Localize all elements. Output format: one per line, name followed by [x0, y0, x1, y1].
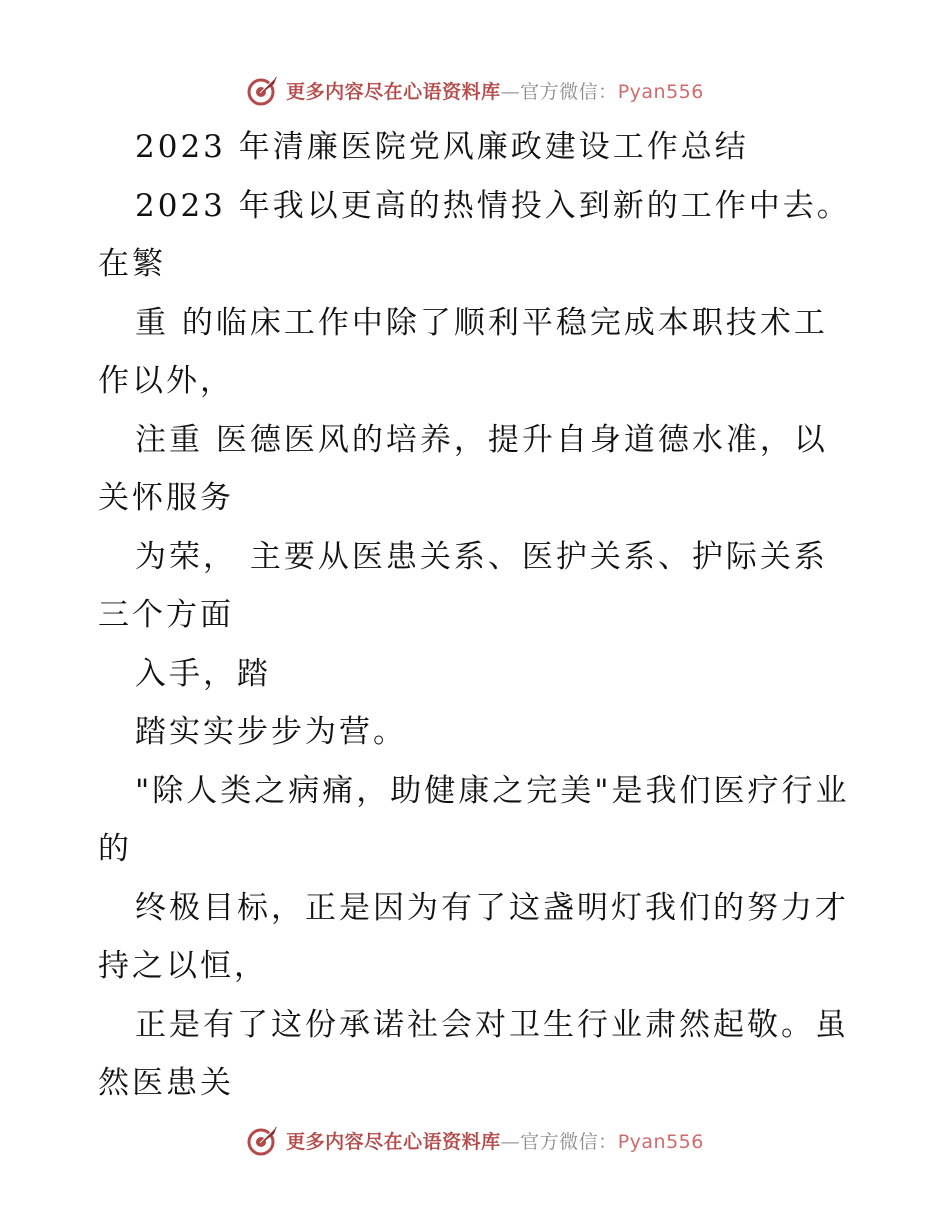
footer-watermark-banner	[0, 1120, 950, 1160]
quill-logo-icon	[246, 1123, 280, 1157]
paragraph-line: 2023 年我以更高的热情投入到新的工作中去。	[135, 187, 851, 224]
paragraph-line: 注重 医德医风的培养，提升自身道德水准，以	[135, 421, 828, 458]
paragraph-line: 正是有了这份承诺社会对卫生行业肃然起敬。虽	[135, 1006, 849, 1043]
paragraph-line: 入手，踏	[135, 655, 271, 692]
banner-wechat-id: Pyan556	[617, 1130, 704, 1153]
banner-dash: —	[500, 1130, 521, 1153]
paragraph-line: 在繁	[98, 246, 166, 282]
banner-dash: —	[500, 80, 521, 103]
quill-logo-icon	[246, 73, 280, 107]
banner-main-text: 更多内容尽在心语资料库	[286, 1130, 501, 1153]
paragraph-line: "除人类之病痛，助健康之完美"是我们医疗行业	[135, 772, 850, 809]
paragraph-line: 然医患关	[98, 1065, 234, 1101]
document-body	[98, 118, 858, 1113]
header-watermark-banner	[0, 70, 950, 110]
paragraph-line: 的	[98, 831, 132, 867]
paragraph-line: 三个方面	[98, 597, 234, 633]
banner-label: 官方微信：	[520, 80, 618, 103]
paragraph-line: 持之以恒，	[98, 948, 268, 984]
paragraph-line: 关怀服务	[98, 480, 234, 516]
paragraph-line: 作以外，	[98, 363, 234, 399]
paragraph-line: 重 的临床工作中除了顺利平稳完成本职技术工	[135, 304, 828, 341]
paragraph-line: 2023 年清廉医院党风廉政建设工作总结	[135, 129, 749, 165]
paragraph-line: 终极目标，正是因为有了这盏明灯我们的努力才	[135, 889, 849, 926]
paragraph-line: 踏实实步步为营。	[135, 714, 407, 750]
banner-wechat-id: Pyan556	[617, 80, 704, 103]
banner-label: 官方微信：	[520, 1130, 618, 1153]
banner-main-text: 更多内容尽在心语资料库	[286, 80, 501, 103]
paragraph-line: 为荣， 主要从医患关系、医护关系、护际关系	[135, 538, 828, 575]
